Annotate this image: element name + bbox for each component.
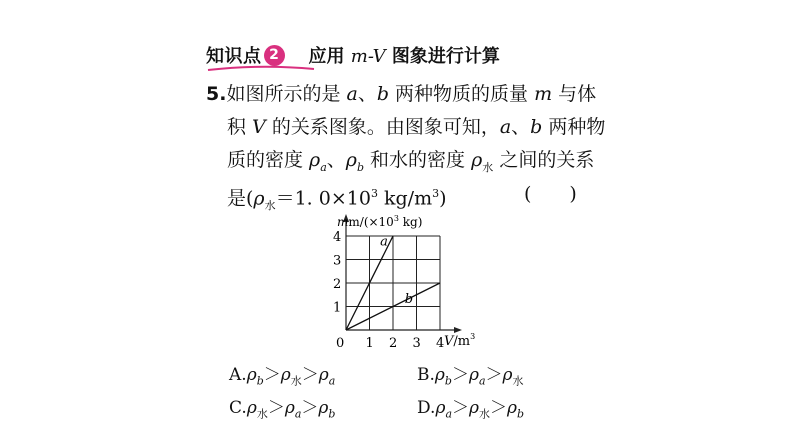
x-tick-label: 1 [365,336,374,351]
rho-symbol: $\rho_b$ [318,398,336,421]
question-line-4: 是($\rho_水=1$. $0\times 10^3$ $kg/m^3$) [227,187,447,213]
chart-axes [343,214,462,333]
rho-symbol: $\rho_水$ [280,365,302,388]
option-d[interactable] [417,396,524,426]
rho-symbol: $\rho_a$ [284,398,302,421]
rho-symbol: $\rho_水$ [469,398,490,421]
question-line-3: 质的密度 $\rho_a$、$\rho_b$ 和水的密度 $\rho_水$ 之间的关系 [227,149,595,174]
question-line-1: 5.如图所示的是 a、b 两种物质的质量 m 与体 [206,83,597,105]
greater-than: ＞ [485,365,503,385]
rho-symbol: $\rho_a$ [468,365,486,388]
greater-than: ＞ [490,398,507,418]
x-axis-arrow [454,327,462,333]
greater-than: ＞ [451,365,469,385]
option-letter: A. [229,365,247,385]
chart-ticks [333,230,444,351]
rho-symbol: $\rho_水$ [502,365,524,388]
y-tick-label: 3 [333,253,342,269]
rho-symbol: $\rho_a$ [435,398,452,421]
greater-than: ＞ [301,398,319,418]
option-letter: C. [229,398,247,418]
y-tick-label: 2 [333,277,342,292]
question-number: 5. [206,83,227,105]
x-axis-label: $V/m^3$ [444,332,476,349]
option-a[interactable] [229,363,335,393]
y-tick-label: 4 [333,230,342,245]
series-label-a: a [380,234,388,250]
x-tick-label: 2 [389,336,398,351]
knowledge-point-number-badge: 2 [264,45,285,66]
greater-than: ＞ [301,365,319,385]
answer-paren: ( ) [524,183,577,205]
greater-than: ＞ [267,398,285,418]
x-tick-label: 0 [336,336,345,351]
knowledge-point-label: 知识点 [206,46,262,67]
rho-symbol: $\rho_水$ [246,398,268,421]
x-tick-label: 4 [436,336,445,351]
rho-symbol: $\rho_b$ [507,398,525,421]
greater-than: ＞ [263,365,281,385]
rho-symbol: $\rho_a$ [318,365,336,388]
rho-symbol: $\rho_b$ [434,365,452,388]
y-axis-label: $mm/(\times 10^3$ kg) [337,214,423,229]
x-tick-label: 3 [412,336,421,351]
greater-than: ＞ [452,398,469,418]
option-letter: D. [417,398,436,418]
option-c[interactable] [229,396,335,426]
knowledge-point-title: 应用 m-V 图象进行计算 [308,46,500,67]
question-line-2: 积 V 的关系图象。由图象可知，a、b 两种物 [227,116,606,138]
series-label-b: b [404,291,414,307]
y-tick-label: 1 [333,300,342,316]
option-b[interactable] [417,363,524,393]
option-letter: B. [417,365,435,385]
rho-symbol: $\rho_b$ [246,365,264,388]
chart-grid [346,236,440,330]
